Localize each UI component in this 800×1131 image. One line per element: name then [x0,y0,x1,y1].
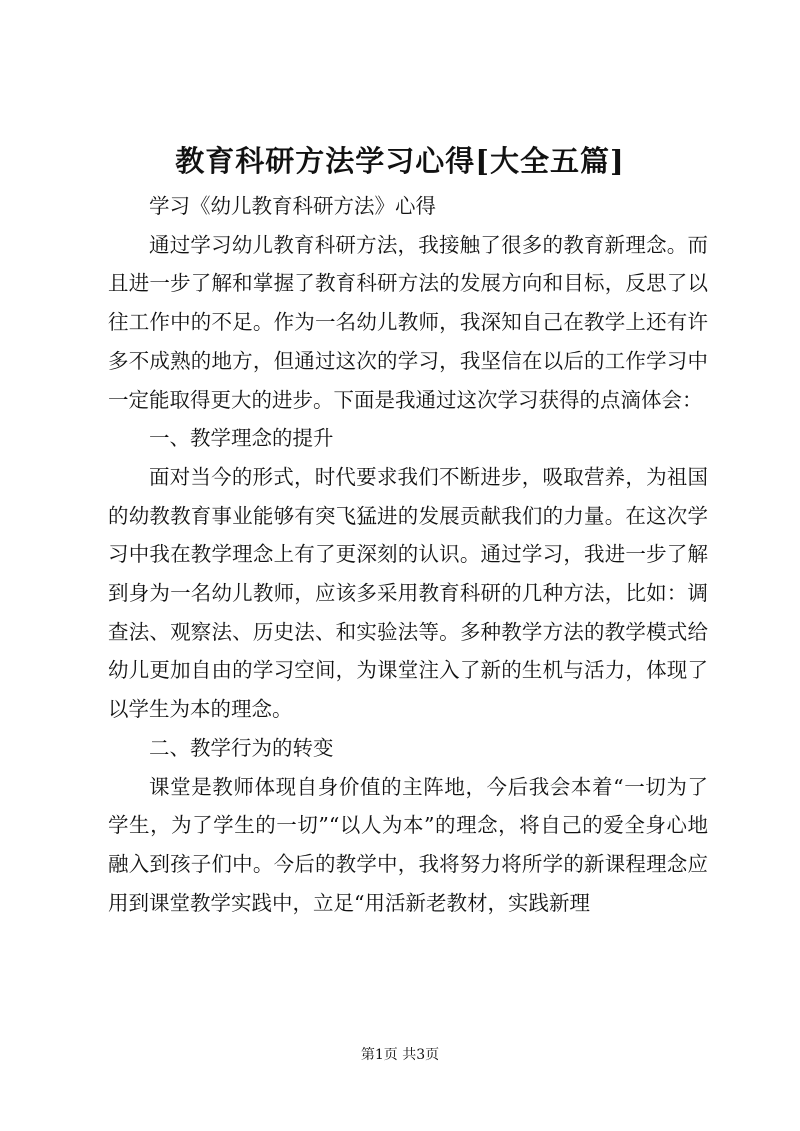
section-heading: 一、教学理念的提升 [149,426,334,451]
section-heading: 二、教学行为的转变 [149,735,334,760]
subtitle-paragraph: 学习《幼儿教育科研方法》心得 [149,194,436,218]
body-paragraph: 通过学习幼儿教育科研方法，我接触了很多的教育新理念。而且进一步了解和掌握了教育科研方法的发展方向和目标，反思了以往工作中的不足。作为一名幼儿教师，我深知自己在教学上还有许多不成熟的地方，但通过这次的学习，我坚信在以后的工作学习中一定能取得更大的进步。下面是我通过这次学习获得的点滴体会： [108,232,708,412]
document-title: 教育科研方法学习心得[大全五篇] [175,144,625,178]
page-number-footer: 第1页 共3页 [360,1047,440,1063]
body-paragraph: 课堂是教师体现自身价值的主阵地，今后我会本着“一切为了学生，为了学生的一切”“以人为本”的理念，将自己的爱全身心地融入到孩子们中。今后的教学中，我将努力将所学的新课程理念应用到课堂教学实践中，立足“用活新老教材，实践新理 [108,774,708,915]
document-body [108,187,708,922]
body-paragraph: 面对当今的形式，时代要求我们不断进步，吸取营养，为祖国的幼教教育事业能够有突飞猛进的发展贡献我们的力量。在这次学习中我在教学理念上有了更深刻的认识。通过学习，我进一步了解到身为一名幼儿教师，应该多采用教育科研的几种方法，比如：调查法、观察法、历史法、和实验法等。多种教学方法的教学模式给幼儿更加自由的学习空间，为课堂注入了新的生机与活力，体现了以学生为本的理念。 [108,464,708,722]
